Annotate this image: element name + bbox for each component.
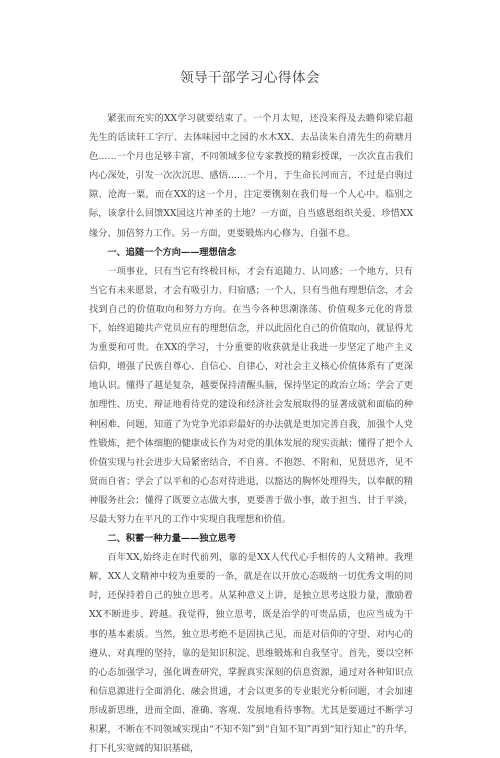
section-1-paragraph: 一项事业，只有当它有终极目标，才会有追随力、认同感；一个地方，只有当它有未来愿景，才会有吸引力、归宿感；一个人，只有当他有理想信念，才会找到自己的价值取向和努力方向。在当今各种思潮涤荡、价值观多元化的背景下，始终追随共产党员应有的理想信念，并以此固化自己的价值取向，就显得尤为重要和可贵。在XX的学习，十分重要的收获就是让我进一步坚定了地产主义信仰，增强了民族自尊心、自信心、自律心，对社会主义核心价值体系有了更深地认识。懂得了越是复杂，越要保持清醒头脑，保持坚定的政治立场；学会了更加理性、历史、辩证地看待党的建设和经济社会发展取得的显著成就和面临的种种困难、问题，知道了为党争光添彩最好的办法就是更加完善自我，加强个人党性锻炼，把个体细胞的健康成长作为对党的肌体发展的现实贡献；懂得了把个人价值实现与社会进步大局紧密结合，不自喜、不抱怨、不附和，见贤思齐，见不贤而自省；学会了以平和的心态对待进退，以豁达的胸怀处理得失，以奉献的精神服务社会；懂得了既要立志做大事，更要善于做小事，敢于担当、甘于平淡，尽最大努力在平凡的工作中实现自我理想和价值。 bbox=[89, 265, 413, 525]
document-title: 领导干部学习心得体会 bbox=[180, 70, 320, 86]
section-2-paragraph: 百年XX,始终走在时代前列，靠的是XX人代代心手相传的人文精神。我理解，XX人文精神中较为重要的一条，就是在以开放心态吸纳一切优秀文明的同时，还保持着自己的独立思考。从某种意义上讲，是独立思考这股力量，激励着XX不断进步、跨越。我觉得，独立思考，既是治学的可贵品质，也应当成为干事的基本素质。当然，独立思考绝不是固执己见，而是对信仰的守望、对内心的遵从、对真理的坚持，靠的是知识积淀、思维锻炼和自我坚守。首先，要以空杯的心态加强学习，强化调查研究，掌握真实深刻的信息资源，通过对各种知识点和信息源进行全面消化、融会贯通，才会以更多的专业眼光分析问题，才会加速形成新思维，进而全面、准确、客观、发展地看待事物。尤其是要通过不断学习积累，不断在不同领域实现由“不知不知”到“自知不知”再到“知行知止”的升华，打下扎实宽阔的知识基础， bbox=[89, 552, 413, 755]
document-body bbox=[89, 109, 413, 758]
intro-paragraph: 紧张而充实的XX学习就要结束了。一个月太短，还没来得及去瞻仰梁启超先生的话读轩工字厅、去体味园中之园的水木XX、去品读朱自清先生的荷塘月色……一个月也足够丰富，不同领域多位专家教授的精彩授课，一次次直击我们内心深处，引发一次次沉思、感悟……一个月，于生命长河而言，不过是白驹过隙、沧海一粟，而在XX的这一个月，注定要镌刻在我们每一个人心中。临别之际，该拿什么回馈XX园这片神圣的土地？一方面，自当感恩组织关爱、珍惜XX缘分、加倍努力工作。另一方面，更要锻炼内心修为、自强不息。 bbox=[89, 113, 413, 239]
section-heading-2: 二、积蓄一种力量——独立思考 bbox=[107, 533, 237, 545]
section-heading-1: 一、追随一个方向——理想信念 bbox=[107, 246, 237, 258]
